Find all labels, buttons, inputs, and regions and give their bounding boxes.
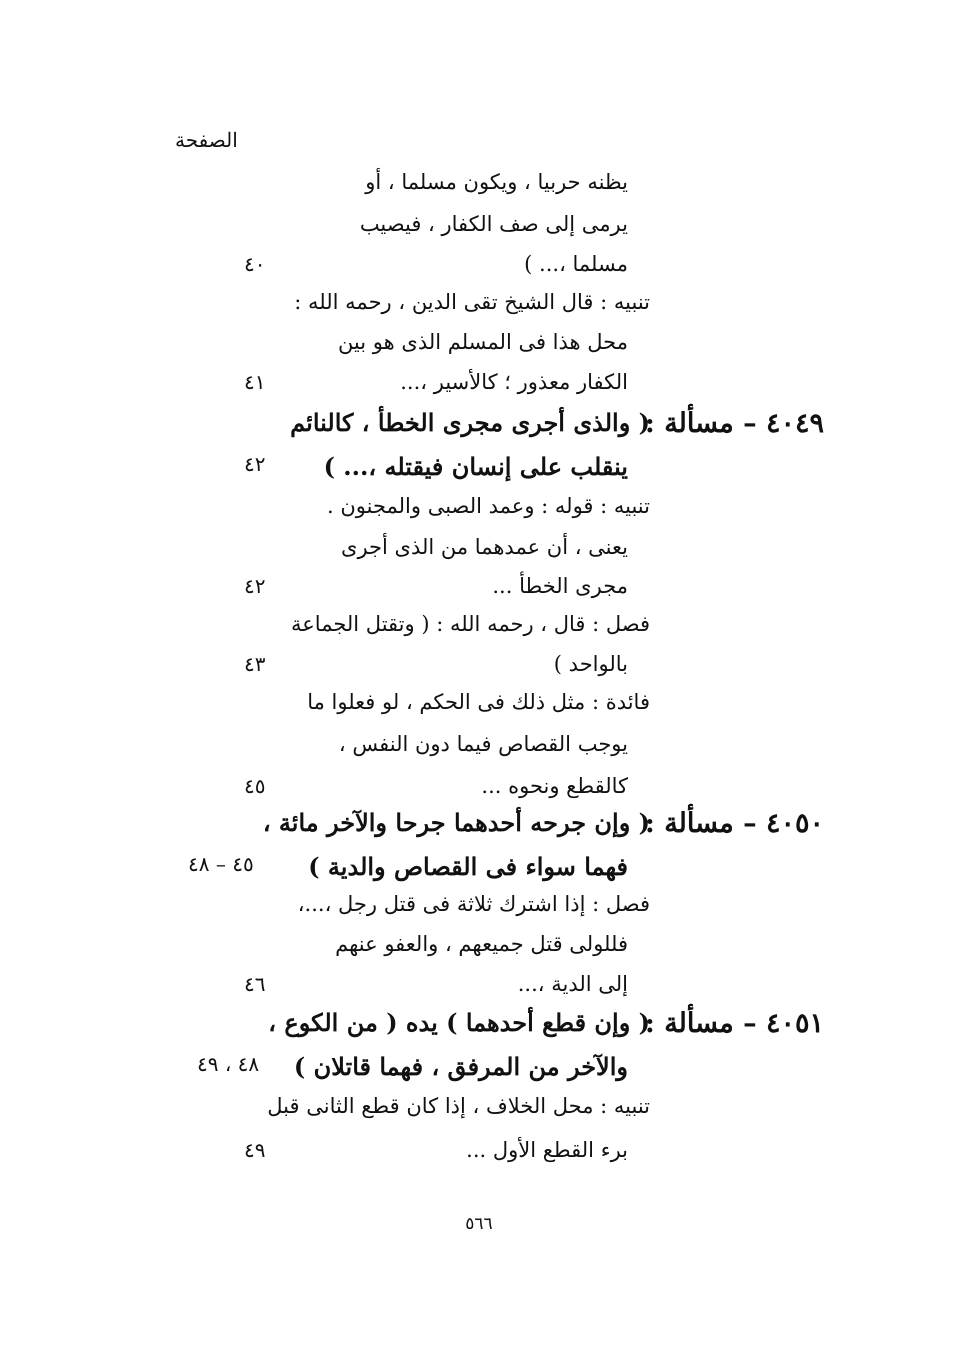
index-line <box>0 852 958 894</box>
index-line <box>0 494 958 536</box>
entry-text: ينقلب على إنسان فيقتله ،... ) <box>323 452 628 481</box>
index-line <box>0 932 958 974</box>
page-ref: ٤٥ – ٤٨ <box>188 852 254 876</box>
masala-number: ٤٠٥١ – مسألة : <box>644 1008 824 1039</box>
masala-number: ٤٠٥٠ – مسألة : <box>644 808 824 839</box>
entry-text: تنبيه : محل الخلاف ، إذا كان قطع الثانى قبل <box>267 1094 650 1118</box>
entry-text: يوجب القصاص فيما دون النفس ، <box>338 732 628 756</box>
entry-text: ( والذى أجرى مجرى الخطأ ، كالنائم <box>290 408 650 437</box>
entry-text: ( وإن قطع أحدهما ) يده ( من الكوع ، <box>268 1008 650 1037</box>
page-ref: ٤٩ <box>244 1138 266 1162</box>
page-header-label: الصفحة <box>175 128 238 152</box>
index-line <box>0 732 958 774</box>
page-ref: ٤٢ <box>244 574 266 598</box>
entry-text: فصل : قال ، رحمه الله : ( وتقتل الجماعة <box>291 612 650 636</box>
masala-number: ٤٠٤٩ – مسألة : <box>644 408 824 439</box>
entry-text: فهما سواء فى القصاص والدية ) <box>308 852 628 881</box>
page-ref: ٤١ <box>244 370 266 394</box>
index-line <box>0 330 958 372</box>
entry-text: يظنه حربيا ، ويكون مسلما ، أو <box>365 170 628 194</box>
masala-heading <box>0 1008 958 1050</box>
index-line <box>0 652 958 694</box>
index-line <box>0 212 958 254</box>
page-number: ٥٦٦ <box>465 1214 493 1234</box>
entry-text: بالواحد ) <box>553 652 628 676</box>
entry-text: إلى الدية ،... <box>517 972 628 996</box>
entry-text: ( وإن جرحه أحدهما جرحا والآخر مائة ، <box>262 808 650 837</box>
page-ref: ٤٠ <box>244 252 266 276</box>
page-ref: ٤٨ ، ٤٩ <box>197 1052 260 1076</box>
index-line <box>0 1052 958 1094</box>
page-ref: ٤٢ <box>244 452 266 476</box>
entry-text: برء القطع الأول ... <box>466 1138 628 1162</box>
entry-text: تنبيه : قوله : وعمد الصبى والمجنون . <box>326 494 650 518</box>
entry-text: مجرى الخطأ ... <box>492 574 628 598</box>
entry-text: الكفار معذور ؛ كالأسير ،... <box>400 370 628 394</box>
entry-text: مسلما ،... ) <box>524 252 628 276</box>
entry-text: يعنى ، أن عمدهما من الذى أجرى <box>341 535 628 559</box>
index-line <box>0 612 958 654</box>
entry-text: كالقطع ونحوه ... <box>481 774 628 798</box>
index-line <box>0 290 958 332</box>
index-line <box>0 892 958 934</box>
entry-text: فائدة : مثل ذلك فى الحكم ، لو فعلوا ما <box>307 690 650 714</box>
index-line <box>0 170 958 212</box>
masala-heading <box>0 808 958 850</box>
entry-text: فللولى قتل جميعهم ، والعفو عنهم <box>335 932 628 956</box>
index-line <box>0 535 958 577</box>
index-line <box>0 452 958 494</box>
entry-text: والآخر من المرفق ، فهما قاتلان ) <box>293 1052 628 1081</box>
index-line <box>0 1138 958 1180</box>
index-line <box>0 1094 958 1136</box>
entry-text: يرمى إلى صف الكفار ، فيصيب <box>359 212 628 236</box>
index-line <box>0 252 958 294</box>
page-ref: ٤٦ <box>244 972 266 996</box>
entry-text: تنبيه : قال الشيخ تقى الدين ، رحمه الله : <box>294 290 650 314</box>
index-line <box>0 370 958 412</box>
entry-text: فصل : إذا اشترك ثلاثة فى قتل رجل ،...، <box>297 892 650 916</box>
index-line <box>0 574 958 616</box>
entry-text: محل هذا فى المسلم الذى هو بين <box>337 330 628 354</box>
masala-heading <box>0 408 958 450</box>
page-ref: ٤٣ <box>244 652 266 676</box>
page-ref: ٤٥ <box>244 774 266 798</box>
index-line <box>0 690 958 732</box>
